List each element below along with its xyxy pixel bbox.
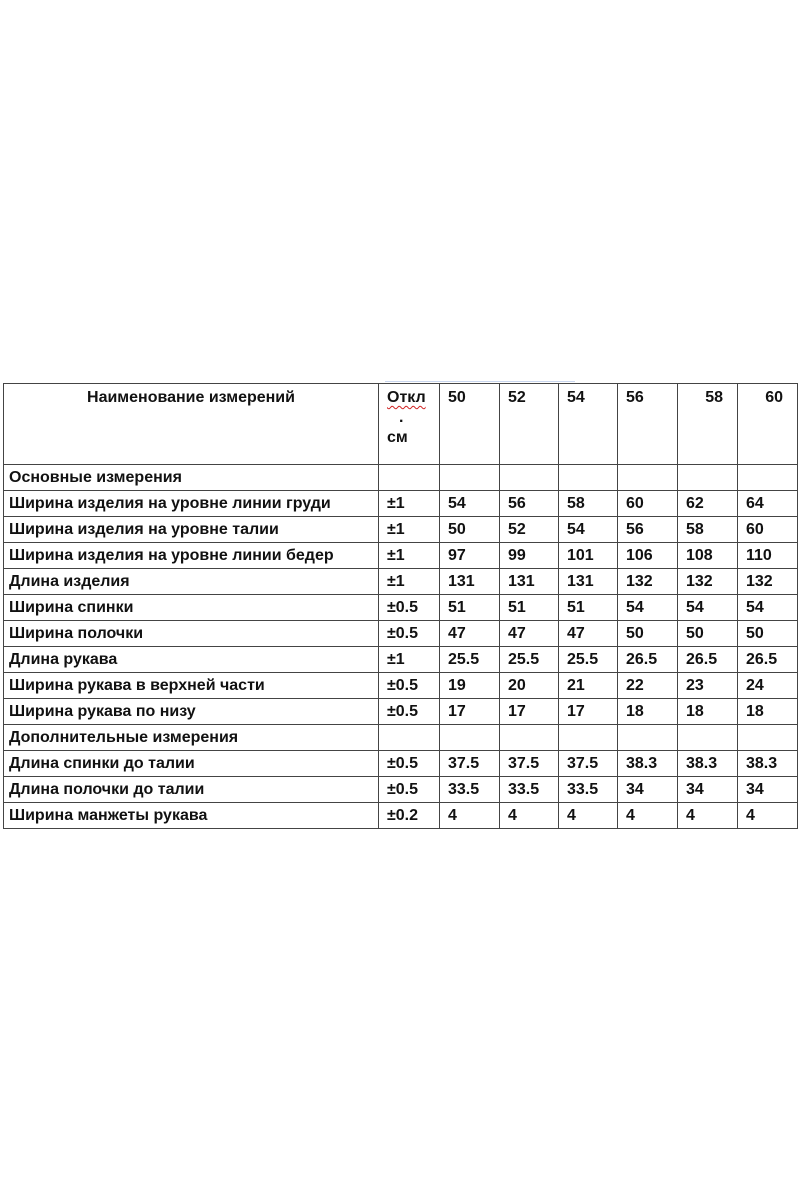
tolerance-value: ±0.5 — [379, 621, 440, 647]
size-value-50: 25.5 — [440, 647, 500, 673]
table-row — [4, 517, 798, 543]
size-value-50: 131 — [440, 569, 500, 595]
size-value-56: 56 — [618, 517, 678, 543]
tolerance-value: ±0.2 — [379, 803, 440, 829]
size-value-52: 56 — [500, 491, 559, 517]
size-value-54: 58 — [559, 491, 618, 517]
size-header-58: 58 — [678, 384, 738, 465]
size-value-54: 33.5 — [559, 777, 618, 803]
measurement-name: Ширина полочки — [4, 621, 379, 647]
size-value-50: 17 — [440, 699, 500, 725]
size-value-50: 33.5 — [440, 777, 500, 803]
section-row — [4, 725, 798, 751]
size-value-54: 21 — [559, 673, 618, 699]
size-value-58: 108 — [678, 543, 738, 569]
size-value-50: 51 — [440, 595, 500, 621]
size-value-60: 18 — [738, 699, 798, 725]
size-value-56: 34 — [618, 777, 678, 803]
size-value-54: 54 — [559, 517, 618, 543]
table-row — [4, 803, 798, 829]
size-value-50: 47 — [440, 621, 500, 647]
size-value-54: 25.5 — [559, 647, 618, 673]
measurement-name: Ширина изделия на уровне линии груди — [4, 491, 379, 517]
table-header-row — [4, 384, 798, 465]
size-value-52: 131 — [500, 569, 559, 595]
measurement-name: Ширина рукава по низу — [4, 699, 379, 725]
size-value-58: 132 — [678, 569, 738, 595]
size-value-56: 106 — [618, 543, 678, 569]
table-row — [4, 491, 798, 517]
size-value-60: 60 — [738, 517, 798, 543]
size-value-54: 37.5 — [559, 751, 618, 777]
tolerance-value: ±1 — [379, 517, 440, 543]
tolerance-value: ±0.5 — [379, 595, 440, 621]
size-value-50: 54 — [440, 491, 500, 517]
size-value-54: 17 — [559, 699, 618, 725]
tolerance-value: ±0.5 — [379, 699, 440, 725]
size-value-60: 110 — [738, 543, 798, 569]
size-value-56: 132 — [618, 569, 678, 595]
size-value-58: 18 — [678, 699, 738, 725]
size-value-58: 50 — [678, 621, 738, 647]
size-value-52: 99 — [500, 543, 559, 569]
table-row — [4, 673, 798, 699]
tolerance-header — [379, 384, 440, 465]
faint-scan-line — [385, 381, 575, 382]
tolerance-header-line-1: Откл — [387, 389, 426, 406]
size-value-60: 132 — [738, 569, 798, 595]
empty-cell — [559, 725, 618, 751]
size-value-52: 25.5 — [500, 647, 559, 673]
size-chart-table — [3, 383, 798, 829]
size-header-50: 50 — [440, 384, 500, 465]
size-value-50: 19 — [440, 673, 500, 699]
size-value-54: 51 — [559, 595, 618, 621]
size-value-58: 54 — [678, 595, 738, 621]
size-value-50: 4 — [440, 803, 500, 829]
size-value-58: 4 — [678, 803, 738, 829]
size-value-52: 4 — [500, 803, 559, 829]
table-row — [4, 647, 798, 673]
table-row — [4, 543, 798, 569]
size-value-60: 4 — [738, 803, 798, 829]
section-title: Основные измерения — [4, 465, 379, 491]
section-row — [4, 465, 798, 491]
table-row — [4, 621, 798, 647]
size-value-54: 47 — [559, 621, 618, 647]
size-value-56: 38.3 — [618, 751, 678, 777]
size-value-56: 60 — [618, 491, 678, 517]
measurement-name: Длина полочки до талии — [4, 777, 379, 803]
size-value-60: 24 — [738, 673, 798, 699]
tolerance-header-line-3: см — [387, 429, 408, 446]
table-row — [4, 777, 798, 803]
size-value-52: 17 — [500, 699, 559, 725]
measurement-name: Ширина рукава в верхней части — [4, 673, 379, 699]
size-header-52: 52 — [500, 384, 559, 465]
empty-cell — [440, 725, 500, 751]
empty-cell — [379, 465, 440, 491]
size-value-56: 4 — [618, 803, 678, 829]
empty-cell — [500, 465, 559, 491]
empty-cell — [440, 465, 500, 491]
size-value-52: 52 — [500, 517, 559, 543]
section-title: Дополнительные измерения — [4, 725, 379, 751]
measurement-name-header: Наименование измерений — [4, 384, 379, 465]
measurement-name: Ширина изделия на уровне талии — [4, 517, 379, 543]
size-header-60: 60 — [738, 384, 798, 465]
size-value-60: 64 — [738, 491, 798, 517]
table-row — [4, 751, 798, 777]
size-value-58: 34 — [678, 777, 738, 803]
table-row — [4, 699, 798, 725]
size-value-56: 54 — [618, 595, 678, 621]
measurement-name: Длина спинки до талии — [4, 751, 379, 777]
size-value-56: 18 — [618, 699, 678, 725]
empty-cell — [738, 725, 798, 751]
size-value-58: 62 — [678, 491, 738, 517]
size-value-56: 50 — [618, 621, 678, 647]
empty-cell — [500, 725, 559, 751]
size-value-56: 26.5 — [618, 647, 678, 673]
table-row — [4, 595, 798, 621]
size-header-54: 54 — [559, 384, 618, 465]
measurement-name: Ширина изделия на уровне линии бедер — [4, 543, 379, 569]
empty-cell — [559, 465, 618, 491]
empty-cell — [618, 725, 678, 751]
size-value-52: 37.5 — [500, 751, 559, 777]
tolerance-value: ±0.5 — [379, 673, 440, 699]
size-value-58: 26.5 — [678, 647, 738, 673]
size-value-58: 58 — [678, 517, 738, 543]
empty-cell — [738, 465, 798, 491]
size-value-54: 131 — [559, 569, 618, 595]
measurement-name: Ширина спинки — [4, 595, 379, 621]
table-row — [4, 569, 798, 595]
tolerance-value: ±1 — [379, 569, 440, 595]
size-header-56: 56 — [618, 384, 678, 465]
size-value-54: 4 — [559, 803, 618, 829]
size-value-52: 51 — [500, 595, 559, 621]
tolerance-value: ±0.5 — [379, 777, 440, 803]
size-value-50: 97 — [440, 543, 500, 569]
size-value-58: 23 — [678, 673, 738, 699]
tolerance-value: ±1 — [379, 543, 440, 569]
size-value-60: 26.5 — [738, 647, 798, 673]
size-value-52: 33.5 — [500, 777, 559, 803]
size-value-50: 37.5 — [440, 751, 500, 777]
empty-cell — [618, 465, 678, 491]
empty-cell — [678, 465, 738, 491]
tolerance-header-line-2: . — [399, 409, 404, 426]
measurement-name: Длина изделия — [4, 569, 379, 595]
tolerance-value: ±1 — [379, 647, 440, 673]
tolerance-value: ±0.5 — [379, 751, 440, 777]
size-value-50: 50 — [440, 517, 500, 543]
empty-cell — [678, 725, 738, 751]
size-value-52: 47 — [500, 621, 559, 647]
tolerance-value: ±1 — [379, 491, 440, 517]
size-value-52: 20 — [500, 673, 559, 699]
measurement-name: Длина рукава — [4, 647, 379, 673]
measurement-name: Ширина манжеты рукава — [4, 803, 379, 829]
size-value-56: 22 — [618, 673, 678, 699]
size-value-60: 54 — [738, 595, 798, 621]
size-value-60: 50 — [738, 621, 798, 647]
size-value-58: 38.3 — [678, 751, 738, 777]
size-value-60: 38.3 — [738, 751, 798, 777]
size-value-54: 101 — [559, 543, 618, 569]
empty-cell — [379, 725, 440, 751]
size-value-60: 34 — [738, 777, 798, 803]
